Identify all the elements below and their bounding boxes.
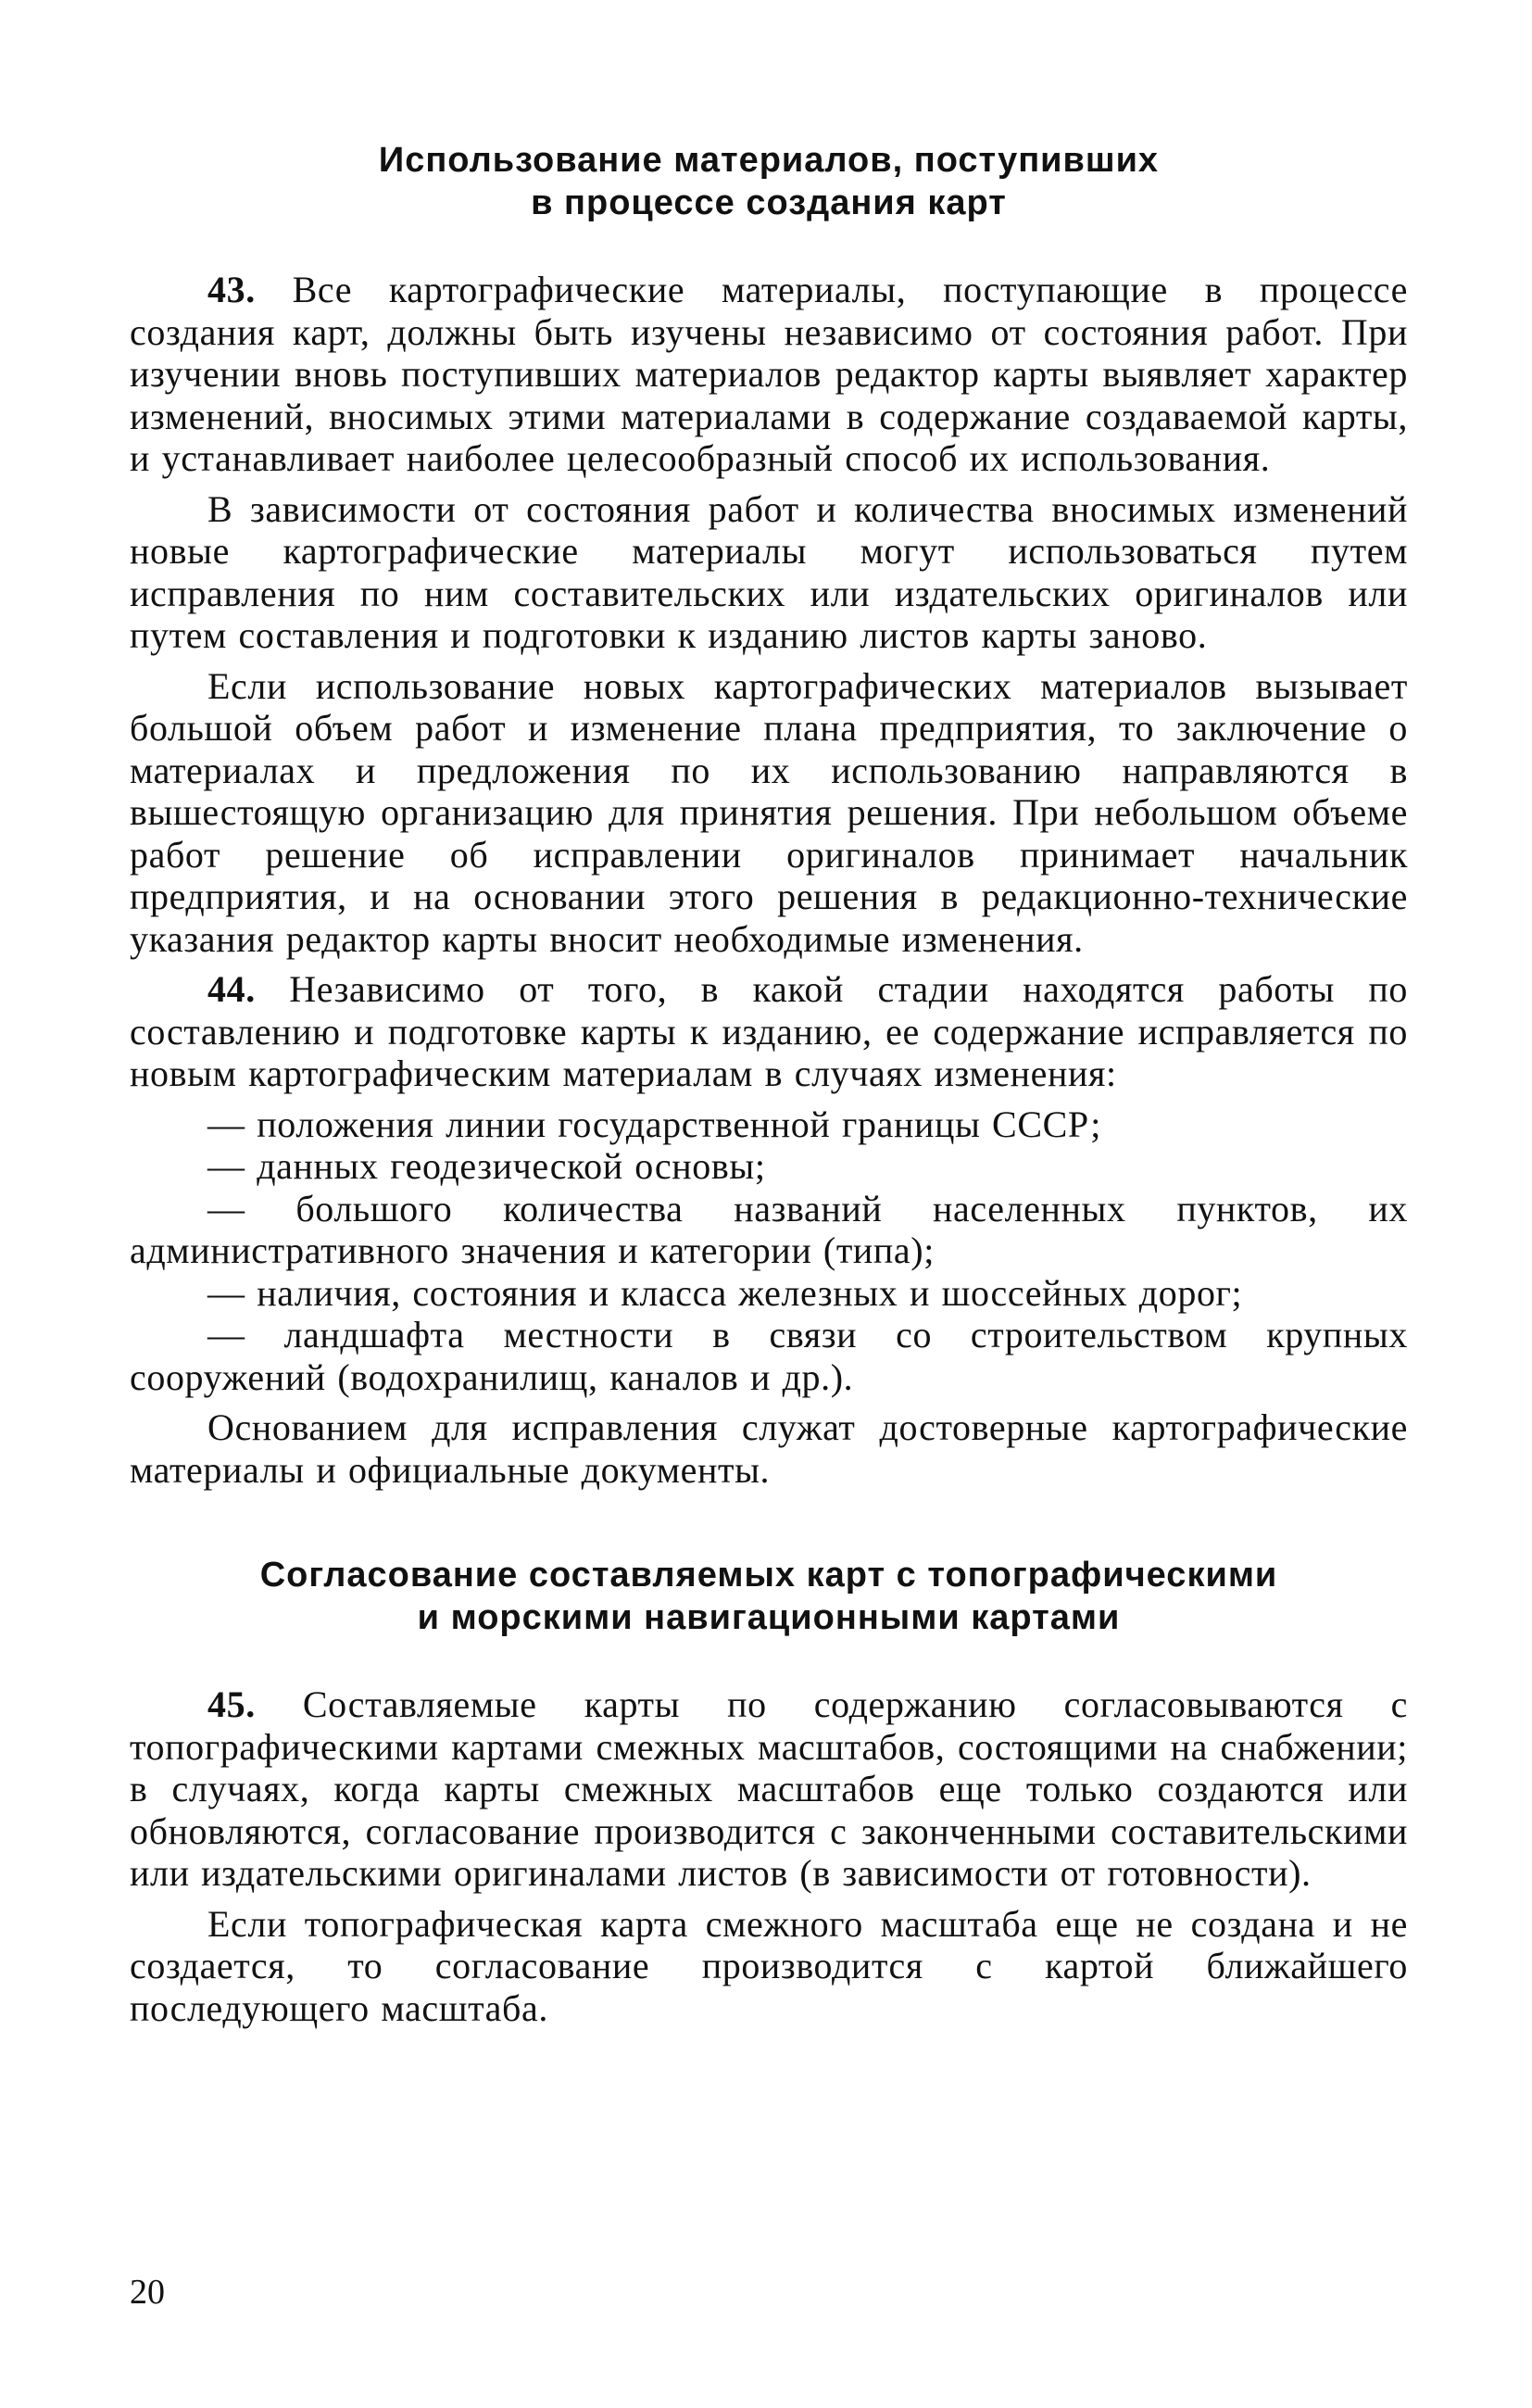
section-heading-line: Использование материалов, поступивших (378, 141, 1160, 180)
section-heading-line: Согласование составляемых карт с топографическими (259, 1556, 1278, 1595)
paragraph-text: Составляемые карты по содержанию согласовываются с топографическими картами смежных масштабов, состоящими на снабжении; в случаях, когда карты смежных масштабов еще только создаются или обновляются, согласование производится с законченными составительскими или издательскими оригиналами листов (в зависимости от готовности). (130, 1683, 1408, 1894)
section-heading-line: и морскими навигационными картами (417, 1598, 1121, 1637)
paragraph-45-2: Если топографическая карта смежного масштаба еще не создана и не создается, то согласование производится с картой ближайшего последующего масштаба. (130, 1902, 1408, 2029)
list-item: — наличия, состояния и класса железных и шоссейных дорог; (207, 1271, 1243, 1314)
section-heading-coordination (130, 1554, 1408, 1639)
paragraph-number: 43. (207, 269, 256, 310)
paragraph-44 (130, 968, 1408, 1095)
section-heading-materials (130, 139, 1408, 224)
paragraph-43-2: В зависимости от состояния работ и количества вносимых изменений новые картографические материалы могут использоваться путем исправления по ним составительских или издательских оригиналов или путем составления и подготовки к изданию листов карты заново. (130, 487, 1408, 656)
paragraph-number: 44. (207, 968, 256, 1010)
section-heading-line: в процессе создания карт (531, 183, 1007, 222)
change-cases-list (130, 1103, 1408, 1399)
paragraph-text: Все картографические материалы, поступающие в процессе создания карт, должны быть изучены независимо от состояния работ. При изучении вновь поступивших материалов редактор карты выявляет характер изменений, вносимых этими материалами в содержание создаваемой карты, и устанавливает наиболее целесообразный способ их использования. (130, 269, 1408, 479)
paragraph-43-3: Если использование новых картографических материалов вызывает большой объем работ и изменение плана предприятия, то заключение о материалах и предложения по их использованию направляются в вышестоящую организацию для принятия решения. При небольшом объеме работ решение об исправлении оригиналов принимает начальник предприятия, и на основании этого решения в редакционно-технические указания редактор карты вносит необходимые изменения. (130, 664, 1408, 960)
document-page (130, 139, 1408, 2037)
paragraph-45 (130, 1683, 1408, 1895)
list-item: — данных геодезической основы; (207, 1145, 766, 1187)
paragraph-text: Независимо от того, в какой стадии находятся работы по составлению и подготовке карты к изданию, ее содержание исправляется по новым картографическим материалам в случаях изменения: (130, 968, 1408, 1094)
list-item: — положения линии государственной границы СССР; (207, 1103, 1101, 1145)
list-item: — ландшафта местности в связи со строительством крупных сооружений (водохранилищ, каналов и др.). (130, 1314, 1408, 1398)
list-item: — большого количества названий населенных пунктов, их административного значения и категории (типа); (130, 1187, 1408, 1271)
paragraph-44-2: Основанием для исправления служат достоверные картографические материалы и официальные документы. (130, 1406, 1408, 1491)
paragraph-number: 45. (207, 1683, 256, 1725)
page-number: 20 (130, 2273, 165, 2312)
paragraph-43 (130, 269, 1408, 480)
